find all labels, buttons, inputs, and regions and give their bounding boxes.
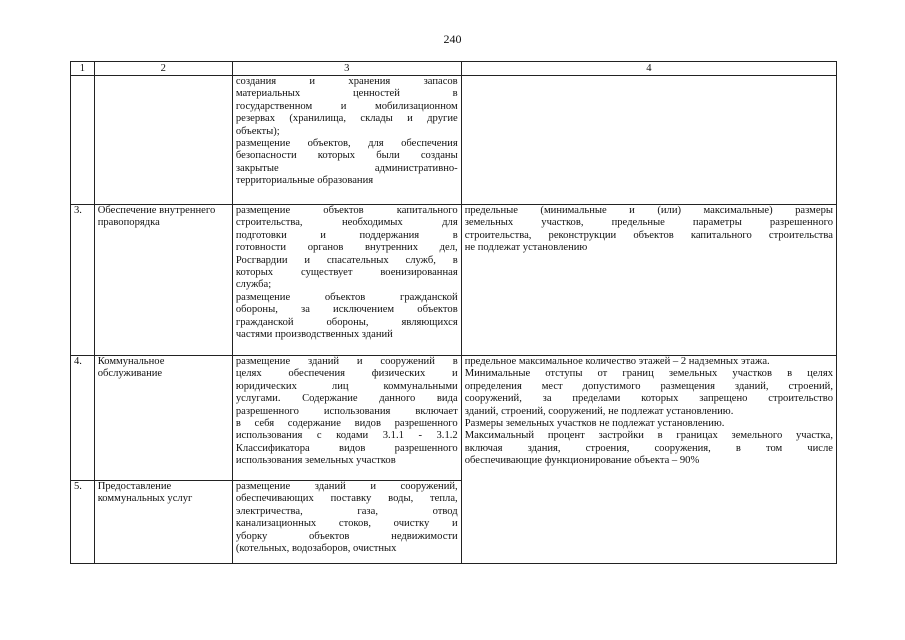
text-line: территориальные образования: [235, 175, 374, 187]
text-line: Росгвардии и спасательных служб, в: [235, 254, 458, 266]
table-row: [71, 356, 837, 481]
row-number-cell: 4.: [71, 356, 95, 481]
text-line: земельных участков, предельные параметры разрешенного: [464, 217, 833, 229]
text-line: предельное максимальное количество этажей – 2 надземных этажа.: [464, 356, 770, 367]
text-line: материальных ценностей в: [235, 88, 458, 100]
use-name-cell: Предоставление коммунальных услуг: [94, 481, 232, 564]
text-line: использования с кодами 3.1.1 - 3.1.2: [235, 430, 458, 442]
text-line: размещение объектов, для обеспечения: [235, 138, 458, 150]
use-name-cell: Обеспечение внутреннего правопорядка: [94, 205, 232, 356]
text-line: Минимальные отступы от границ земельных участков в целях: [464, 368, 833, 380]
table-row: [71, 76, 837, 205]
text-line: которых существует военизированная: [235, 267, 458, 279]
text-line: в себя содержание видов разрешенного: [235, 418, 458, 430]
regulations-table: [70, 61, 837, 564]
text-line: обеспечивающих поставку воды, тепла,: [235, 493, 458, 505]
text-line: разрешенного использования включает: [235, 405, 458, 417]
parameters-cell: [461, 76, 836, 205]
text-line: служба;: [235, 279, 272, 291]
text-line: не подлежат установлению: [464, 242, 588, 254]
text-line: определения мест допустимого размещения зданий, строений,: [464, 380, 833, 392]
column-header: 2: [94, 62, 232, 76]
text-line: объекты);: [235, 125, 280, 137]
use-description-cell: [232, 481, 461, 564]
text-line: предельные (минимальные и (или) максимальные) размеры: [464, 205, 833, 216]
text-line: Размеры земельных участков не подлежат установлению.: [464, 418, 725, 430]
text-line: электричества, газа, отвод: [235, 505, 458, 517]
text-line: гражданской обороны, являющихся: [235, 316, 458, 328]
column-header: 4: [461, 62, 836, 76]
row-number-cell: 3.: [71, 205, 95, 356]
text-line: канализационных стоков, очистку и: [235, 518, 458, 530]
text-line: закрытые административно-: [235, 162, 458, 174]
use-name-cell: Коммунальное обслуживание: [94, 356, 232, 481]
text-line: услугами. Содержание данного вида: [235, 393, 458, 405]
table-row: [71, 205, 837, 356]
text-line: размещение зданий и сооружений,: [235, 481, 458, 492]
column-header: 1: [71, 62, 95, 76]
column-header: 3: [232, 62, 461, 76]
text-line: уборку объектов недвижимости: [235, 530, 458, 542]
text-line: строительства, реконструкции объектов капитального строительства: [464, 229, 833, 241]
text-line: резервах (хранилища, склады и другие: [235, 113, 458, 125]
row-number-cell: 5.: [71, 481, 95, 564]
use-description-cell: [232, 356, 461, 481]
text-line: готовности органов внутренних дел,: [235, 242, 458, 254]
text-line: целях обеспечения физических и: [235, 368, 458, 380]
parameters-cell: [461, 205, 836, 356]
text-line: размещение зданий и сооружений в: [235, 356, 458, 367]
text-line: частями производственных зданий: [235, 329, 393, 341]
text-line: использования земельных участков: [235, 455, 396, 467]
page-number: 240: [443, 32, 462, 46]
text-line: Максимальный процент застройки в границах земельного участка,: [464, 430, 833, 442]
use-description-cell: [232, 76, 461, 205]
text-line: включая здания, строения, сооружения, в том числе: [464, 442, 833, 454]
text-line: подготовки и поддержания в: [235, 229, 458, 241]
text-line: размещение объектов капитального: [235, 205, 458, 216]
use-name-cell: [94, 76, 232, 205]
text-line: обороны, за исключением объектов: [235, 304, 458, 316]
use-description-cell: [232, 205, 461, 356]
text-line: Классификатора видов разрешенного: [235, 442, 458, 454]
text-line: строительства, необходимых для: [235, 217, 458, 229]
parameters-cell: [461, 356, 836, 564]
text-line: юридических лиц коммунальными: [235, 380, 458, 392]
row-number-cell: [71, 76, 95, 205]
text-line: государственном и мобилизационном: [235, 100, 458, 112]
table-header-row: [71, 62, 837, 76]
text-line: безопасности которых были созданы: [235, 150, 458, 162]
text-line: зданий, строений, сооружений, не подлежат установлению.: [464, 405, 734, 417]
text-line: сооружений, за пределами которых запрещено строительство: [464, 393, 833, 405]
text-line: размещение объектов гражданской: [235, 291, 458, 303]
text-line: создания и хранения запасов: [235, 76, 458, 87]
text-line: (котельных, водозаборов, очистных: [235, 543, 397, 555]
text-line: обеспечивающие функционирование объекта – 90%: [464, 455, 700, 467]
